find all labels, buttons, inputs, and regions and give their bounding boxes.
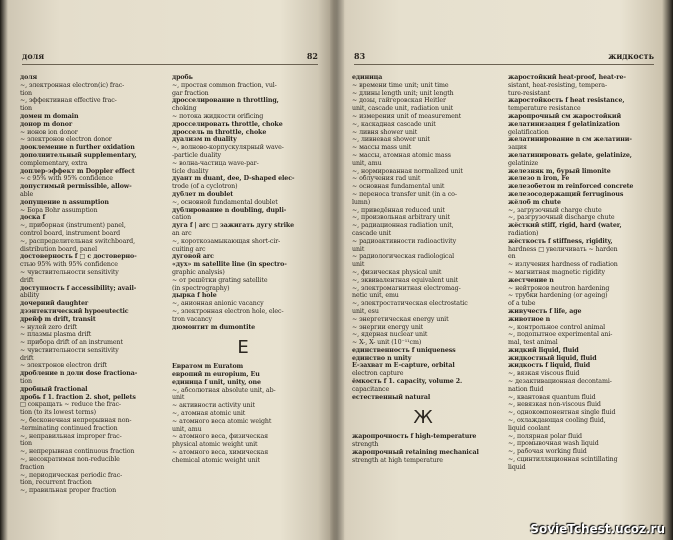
- dictionary-entry-line: достоверность f □ с достоверно-: [20, 253, 137, 261]
- dictionary-entry-line: tion: [20, 89, 32, 97]
- dictionary-entry-line: дросселировать throttle, choke: [172, 120, 283, 128]
- dictionary-entry-line: допустимый permissible, allow-: [20, 183, 132, 191]
- left-page-number: 82: [306, 51, 318, 61]
- dictionary-entry-line: дублет m doublet: [172, 190, 234, 198]
- dictionary-entry-line: cascade unit: [352, 229, 392, 237]
- dictionary-entry-line: ёмкость f 1. capacity, volume 2.: [352, 378, 463, 386]
- dictionary-entry-line: unit: [352, 261, 365, 269]
- dictionary-entry-line: жаропрочный retaining mechanical: [352, 449, 479, 457]
- dictionary-entry-line: ~ чувствительности sensitivity: [20, 346, 119, 354]
- dictionary-entry-line: ~, физическая physical unit: [352, 268, 442, 276]
- dictionary-entry-line: ~, невязкая non-viscous fluid: [508, 401, 601, 409]
- left-column-1: [20, 74, 162, 495]
- dictionary-entry-line: доля: [20, 74, 38, 81]
- dictionary-entry-line: ~ нейтронов neutron hardening: [508, 284, 610, 292]
- dictionary-entry-line: ~, рабочая working fluid: [508, 448, 587, 456]
- dictionary-entry-line: стью 95% with 95% confidence: [20, 261, 118, 269]
- dictionary-entry-line: complementary, extra: [20, 159, 88, 167]
- dictionary-entry-line: ~, радиационная radiation unit,: [352, 222, 454, 230]
- dictionary-entry-line: unit: [172, 394, 185, 402]
- dictionary-entry-line: ability: [20, 292, 40, 300]
- dictionary-entry-line: ~ измерения unit of measurement: [352, 112, 462, 120]
- dictionary-entry-line: живучесть f life, age: [508, 307, 582, 315]
- dictionary-entry-line: жидкость f liquid, fluid: [508, 362, 591, 370]
- dictionary-entry-line: ~ массы mass unit: [352, 144, 412, 152]
- section-letter-e: Е: [237, 337, 249, 359]
- left-running-head: доля: [22, 51, 45, 61]
- dictionary-entry-line: дублирование n doubling, dupli-: [172, 206, 287, 214]
- right-page-header: [354, 48, 654, 65]
- dictionary-entry-line: mal, test animal: [508, 339, 558, 347]
- dictionary-entry-line: ~, несократимая non-reducible: [20, 456, 120, 464]
- dictionary-entry-line: ~, загрузочный charge chute: [508, 206, 602, 214]
- dictionary-entry-line: «дух» m satellite line (in spectro-: [172, 261, 287, 269]
- dictionary-entry-line: дробный fractional: [20, 385, 88, 393]
- dictionary-entry-line: physical atomic weight unit: [172, 441, 258, 449]
- dictionary-entry-line: ~, ядерная nuclear unit: [352, 331, 428, 339]
- dictionary-entry-line: hardness □ увеличивать ~ harden: [508, 245, 618, 253]
- dictionary-entry-line: ~ массы, атомная atomic mass: [352, 151, 451, 159]
- right-column-1-entries: [352, 74, 494, 401]
- dictionary-entry-line: -terminating continued fraction: [20, 424, 118, 432]
- dictionary-entry-line: ~, однокомпонентная single fluid: [508, 409, 616, 417]
- dictionary-entry-line: ~ атомного веса atomic weight: [172, 417, 272, 425]
- dictionary-entry-line: en: [508, 253, 516, 261]
- dictionary-entry-line: жаропрочность f high-temperature: [352, 433, 477, 441]
- dictionary-entry-line: дочерний daughter: [20, 300, 89, 308]
- dictionary-entry-line: liquid: [508, 463, 526, 471]
- dictionary-entry-line: желатинизация f gelatinization: [508, 120, 620, 128]
- dictionary-entry-line: ~ от решётки grating satellite: [172, 276, 268, 284]
- section-letter-zh: Ж: [413, 407, 433, 429]
- dictionary-entry-line: fraction: [20, 463, 45, 471]
- dictionary-entry-line: единица f unit, unity, one: [172, 378, 261, 386]
- dictionary-entry-line: ~ основная fundamental unit: [352, 183, 445, 191]
- dictionary-entry-line: ~ радиологическая radiological: [352, 253, 455, 261]
- dictionary-entry-line: дуга f | arc □ зажигать дугу strike: [172, 222, 295, 230]
- dictionary-entry-line: дырка f hole: [172, 292, 217, 300]
- dictionary-entry-line: европий m europium, Eu: [172, 371, 260, 379]
- dictionary-entry-line: nation fluid: [508, 385, 544, 393]
- dictionary-entry-line: ~ X-, X- unit (10⁻¹¹cm): [352, 339, 422, 347]
- dictionary-entry-line: желатинирование n см желатини-: [508, 136, 632, 144]
- dictionary-entry-line: допущение n assumption: [20, 198, 109, 206]
- dictionary-entry-line: ~, приборная (instrument) panel,: [20, 222, 126, 230]
- dictionary-entry-line: ~ электронов electron donor: [20, 136, 112, 144]
- dictionary-entry-line: естественный natural: [352, 393, 431, 401]
- dictionary-entry-line: жаропрочный см жаростойкий: [508, 112, 622, 120]
- dictionary-entry-line: temperature resistance: [508, 105, 581, 113]
- dictionary-entry-line: ~, эквивалентная equivalent unit: [352, 276, 459, 284]
- dictionary-entry-line: единство n unity: [352, 354, 412, 362]
- dictionary-entry-line: ~, непрерывная continuous fraction: [20, 448, 135, 456]
- dictionary-entry-line: ~, атомная atomic unit: [172, 410, 246, 418]
- dictionary-entry-line: cation: [172, 214, 192, 222]
- dictionary-entry-line: дрейф m drift, transit: [20, 315, 96, 323]
- dictionary-entry-line: ~, нормированная normalized unit: [352, 167, 463, 175]
- dictionary-entry-line: ~ переноса transfer unit (in a co-: [352, 190, 457, 198]
- dictionary-entry-line: drift: [20, 276, 34, 284]
- dictionary-entry-line: единственность f uniqueness: [352, 346, 456, 354]
- dictionary-entry-line: ~, контрольное control animal: [508, 323, 606, 331]
- dictionary-entry-line: дуант m duant, dee, D-shaped elec-: [172, 175, 295, 183]
- dictionary-entry-line: ~, подопытное experimental ani-: [508, 331, 613, 339]
- dictionary-entry-line: control board, instrument board: [20, 229, 121, 237]
- dictionary-entry-line: ~, электростатическая electrostatic: [352, 300, 468, 308]
- dictionary-entry-line: ~, правильная proper fraction: [20, 487, 117, 495]
- dictionary-entry-line: ~, промывочная wash liquid: [508, 440, 599, 448]
- dictionary-entry-line: дробь f 1. fraction 2. shot, pellets: [20, 393, 136, 401]
- dictionary-entry-line: жаростойкость f heat resistance,: [508, 97, 625, 105]
- dictionary-entry-line: железосодержащий ferruginous: [508, 190, 624, 198]
- dictionary-entry-line: ture-resistant: [508, 89, 551, 97]
- dictionary-entry-line: ~, анионная anionic vacancy: [172, 300, 264, 308]
- dictionary-entry-line: ~, бесконечная непрерывная non-: [20, 417, 132, 425]
- dictionary-entry-line: жёлоб m chute: [508, 198, 561, 206]
- dictionary-entry-line: liquid coolant: [508, 424, 551, 432]
- dictionary-entry-line: ~, неправильная improper frac-: [20, 432, 122, 440]
- dictionary-entry-line: ~ излучения hardness of radiation: [508, 261, 618, 269]
- dictionary-entry-line: ~ энергетическая energy unit: [352, 315, 449, 323]
- dictionary-entry-line: radiation): [508, 229, 539, 237]
- dictionary-entry-line: жидкостный liquid, fluid: [508, 354, 597, 362]
- dictionary-entry-line: ~, абсолютная absolute unit, ab-: [172, 386, 276, 394]
- dictionary-entry-line: дроссель m throttle, choke: [172, 128, 267, 136]
- dictionary-entry-line: желатинировать gelate, gelatinize,: [508, 151, 632, 159]
- dictionary-entry-line: ~, ливневая shower unit: [352, 136, 430, 144]
- dictionary-entry-line: capacitance: [352, 385, 390, 393]
- dictionary-entry-line: ~, сцинтилляционная scintillating: [508, 456, 618, 464]
- dictionary-entry-line: дээнтектический hypoeutectic: [20, 307, 129, 315]
- dictionary-entry-line: дуговой arc: [172, 253, 214, 261]
- dictionary-entry-line: дуализм m duality: [172, 136, 237, 144]
- dictionary-entry-line: ~, электронная electron hole, elec-: [172, 307, 284, 315]
- left-column-2-entries-after: [172, 363, 314, 464]
- dictionary-entry-line: железо n iron, Fe: [508, 175, 570, 183]
- dictionary-entry-line: ~, квантовая quantum fluid: [508, 393, 596, 401]
- dictionary-entry-line: choking: [172, 105, 197, 113]
- dictionary-entry-line: ~ чувствительности sensitivity: [20, 268, 119, 276]
- dictionary-entry-line: ~ с 95% with 95% confidence: [20, 175, 113, 183]
- dictionary-entry-line: ~, охлаждающая cooling fluid,: [508, 417, 606, 425]
- dictionary-entry-line: tion, recurrent fraction: [20, 479, 92, 487]
- dictionary-entry-line: tion: [20, 105, 32, 113]
- dictionary-entry-line: graphic analysis): [172, 268, 225, 276]
- dictionary-entry-line: ticle duality: [172, 167, 209, 175]
- left-page-header: [22, 48, 318, 65]
- dictionary-entry-line: единица: [352, 74, 383, 81]
- dictionary-entry-line: ~, разгрузочный discharge chute: [508, 214, 615, 222]
- left-column-2-entries: [172, 74, 314, 331]
- dictionary-entry-line: ~, периодическая periodic frac-: [20, 471, 123, 479]
- dictionary-entry-line: ~ потока жидкости orificing: [172, 112, 264, 120]
- dictionary-entry-line: ~ длины length unit; unit length: [352, 89, 454, 97]
- dictionary-entry-line: ~ облучения rad unit: [352, 175, 421, 183]
- dictionary-entry-line: ~ нулей zero drift: [20, 323, 78, 331]
- dictionary-entry-line: ~ трубки hardening (or ageing): [508, 292, 608, 300]
- dictionary-entry-line: strength at high temperature: [352, 456, 443, 464]
- dictionary-entry-line: ~, вязкая viscous fluid: [508, 370, 580, 378]
- dictionary-entry-line: tion: [20, 440, 32, 448]
- dictionary-entry-line: ~ атомного веса, физическая: [172, 433, 268, 441]
- dictionary-entry-line: unit, esu: [352, 307, 379, 315]
- dictionary-entry-line: ~, простая common fraction, vul-: [172, 81, 277, 89]
- dictionary-entry-line: ~ радиоактивности radioactivity: [352, 237, 457, 245]
- dictionary-entry-line: ~, короткозамыкающая short-cir-: [172, 237, 281, 245]
- dictionary-entry-line: жестчение n: [508, 276, 554, 284]
- dictionary-entry-line: tion (to its lowest terms): [20, 409, 96, 417]
- dictionary-entry-line: ~ дозы, гайгеровская Heitler: [352, 97, 446, 105]
- dictionary-entry-line: of a tube: [508, 300, 536, 308]
- dictionary-entry-line: дооклемение n further oxidation: [20, 144, 135, 152]
- dictionary-entry-line: ~ атомного веса, химическая: [172, 449, 269, 457]
- dictionary-entry-line: gar fraction: [172, 89, 209, 97]
- dictionary-entry-line: животное n: [508, 315, 551, 323]
- right-column-2: [508, 74, 650, 472]
- dictionary-entry-line: железобетон m reinforced concrete: [508, 183, 634, 191]
- dictionary-entry-line: дробь: [172, 74, 193, 81]
- dictionary-entry-line: ~ активности activity unit: [172, 402, 255, 410]
- dictionary-entry-line: ~ электронов electron drift: [20, 362, 107, 370]
- right-page-number: 83: [354, 51, 366, 61]
- dictionary-entry-line: unit, amu: [352, 159, 382, 167]
- dictionary-entry-line: ~, электронная electron(ic) frac-: [20, 81, 125, 89]
- dictionary-entry-line: distribution board, panel: [20, 245, 98, 253]
- dictionary-entry-line: дробление n доли dose fractiona-: [20, 370, 138, 378]
- dictionary-entry-line: ~, приведённая reduced unit: [352, 206, 445, 214]
- dictionary-entry-line: unit, cascade unit, radiation unit: [352, 105, 454, 113]
- dictionary-entry-line: ~ прибора drift of an instrument: [20, 339, 123, 347]
- dictionary-entry-line: ~, эффективная effective frac-: [20, 97, 117, 105]
- dictionary-entry-line: ~ ионов ion donor: [20, 128, 78, 136]
- dictionary-entry-line: жидкий liquid, fluid: [508, 346, 579, 354]
- right-page: [344, 0, 666, 540]
- dictionary-entry-line: донор m donor: [20, 120, 73, 128]
- dictionary-entry-line: trode (of a cyclotron): [172, 183, 238, 191]
- dictionary-entry-line: ~, электромагнитная electromag-: [352, 284, 461, 292]
- dictionary-entry-line: дюмонтит m dumontite: [172, 323, 256, 331]
- dictionary-entry-line: ~, волново-корпускулярный wave-: [172, 144, 284, 152]
- dictionary-entry-line: ~, полярная polar fluid: [508, 432, 582, 440]
- dictionary-entry-line: доступность f accessibility; avail-: [20, 284, 137, 292]
- dictionary-entry-line: unit, amu: [172, 425, 202, 433]
- dictionary-entry-line: ~ времени time unit; unit time: [352, 81, 449, 89]
- dictionary-entry-line: able: [20, 190, 34, 198]
- dictionary-entry-line: lumn): [352, 198, 371, 206]
- left-column-2: [172, 74, 314, 465]
- dictionary-entry-line: cuiting arc: [172, 245, 206, 253]
- dictionary-entry-line: an arc: [172, 229, 192, 237]
- dictionary-entry-line: железняк m, бурый limonite: [508, 167, 611, 175]
- dictionary-entry-line: ~ Бора Bohr assumption: [20, 206, 98, 214]
- dictionary-entry-line: tion: [20, 378, 32, 386]
- dictionary-entry-line: дополнительный supplementary,: [20, 151, 137, 159]
- dictionary-entry-line: sistant, heat-resisting, tempera-: [508, 81, 607, 89]
- dictionary-entry-line: жёсткий stiff, rigid, hard (water,: [508, 222, 622, 230]
- dictionary-entry-line: дросселирование n throttling,: [172, 97, 279, 105]
- book-spine: [330, 0, 344, 540]
- dictionary-entry-line: жёсткость f stiffness, rigidity,: [508, 237, 613, 245]
- dictionary-entry-line: ~, каскадная cascade unit: [352, 120, 436, 128]
- dictionary-entry-line: unit: [352, 245, 365, 253]
- dictionary-entry-line: ~, распределительная switchboard,: [20, 237, 135, 245]
- dictionary-entry-line: (in spectrography): [172, 284, 230, 292]
- dictionary-entry-line: gelatinize: [508, 159, 539, 167]
- right-running-head: жидкость: [608, 51, 654, 61]
- dictionary-entry-line: ~ плазмы plasma drift: [20, 331, 92, 339]
- dictionary-entry-line: strength: [352, 441, 379, 449]
- dictionary-entry-line: electron capture: [352, 370, 404, 378]
- dictionary-entry-line: gelatification: [508, 128, 549, 136]
- dictionary-entry-line: ~ магнитная magnetic rigidity: [508, 268, 605, 276]
- dictionary-entry-line: ~ волна-частица wave-par-: [172, 159, 259, 167]
- left-page: [12, 0, 330, 540]
- dictionary-entry-line: доска f: [20, 214, 46, 222]
- dictionary-entry-line: E-захват m E-capture, orbital: [352, 362, 455, 370]
- right-column-1: [352, 74, 494, 465]
- dictionary-entry-line: Евратом m Euratom: [172, 363, 244, 371]
- dictionary-entry-line: -particle duality: [172, 151, 221, 159]
- dictionary-entry-line: ~ энергии energy unit: [352, 323, 424, 331]
- dictionary-entry-line: chemical atomic weight unit: [172, 456, 260, 464]
- dictionary-entry-line: netic unit, emu: [352, 292, 399, 300]
- dictionary-entry-line: tron vacancy: [172, 315, 212, 323]
- watermark: SovieTchest.ucoz.ru: [530, 522, 665, 536]
- dictionary-entry-line: ~, произвольная arbitrary unit: [352, 214, 450, 222]
- dictionary-entry-line: drift: [20, 354, 34, 362]
- dictionary-entry-line: доплер-эффект m Doppler effect: [20, 167, 135, 175]
- right-column-1-entries-after: [352, 433, 494, 464]
- dictionary-entry-line: ~ дезактивационная decontami-: [508, 378, 612, 386]
- dictionary-entry-line: зация: [508, 144, 527, 152]
- dictionary-entry-line: □ сокращать ~ reduce the frac-: [20, 401, 121, 409]
- dictionary-entry-line: жаростойкий heat-proof, heat-re-: [508, 74, 626, 81]
- dictionary-entry-line: ~ ливня shower unit: [352, 128, 418, 136]
- dictionary-entry-line: домен m domain: [20, 112, 79, 120]
- dictionary-entry-line: ~, основной fundamental doublet: [172, 198, 278, 206]
